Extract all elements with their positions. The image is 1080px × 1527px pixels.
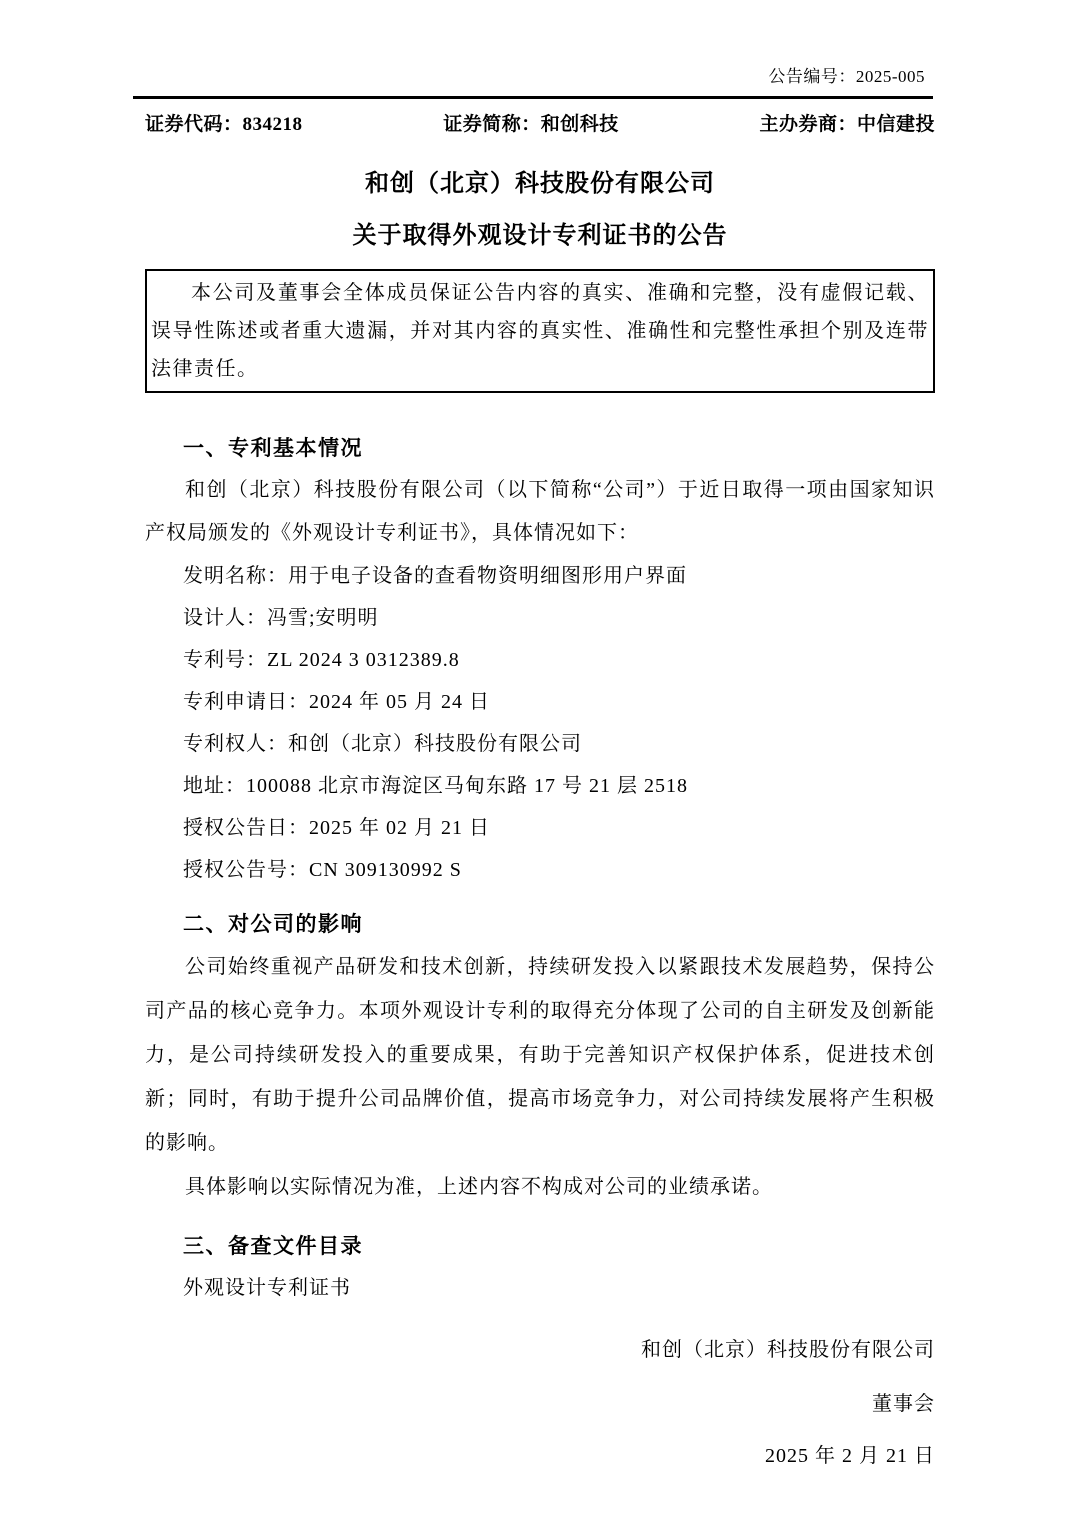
- section-1-heading: 一、专利基本情况: [183, 436, 363, 460]
- patent-detail-label: 地址：: [183, 775, 246, 797]
- document-content: [145, 0, 935, 1471]
- patent-detail-label: 专利号：: [183, 649, 267, 671]
- patent-detail-row: [145, 597, 935, 639]
- securities-header-row: [145, 113, 935, 137]
- impact-paragraph-2: 具体影响以实际情况为准，上述内容不构成对公司的业绩承诺。: [185, 1176, 773, 1198]
- stock-code: 证券代码：834218: [145, 114, 303, 135]
- patent-detail-row: [145, 555, 935, 597]
- section-2-heading: 二、对公司的影响: [183, 912, 363, 936]
- header-divider-rule: [133, 96, 933, 99]
- patent-detail-value: 2024 年 05 月 24 日: [309, 691, 490, 713]
- patent-detail-label: 授权公告号：: [183, 859, 309, 881]
- impact-paragraph-1: 公司始终重视产品研发和技术创新，持续研发投入以紧跟技术发展趋势，保持公司产品的核心竞争力。本项外观设计专利的取得充分体现了公司的自主研发及创新能力，是公司持续研发投入的重要成果，有助于完善知识产权保护体系，促进技术创新；同时，有助于提升公司品牌价值，提高市场竞争力，对公司持续发展将产生积极的影响。: [145, 956, 935, 1154]
- patent-detail-value: ZL 2024 3 0312389.8: [267, 649, 460, 671]
- patent-detail-row: [145, 807, 935, 849]
- announcement-title: 关于取得外观设计专利证书的公告: [352, 223, 728, 249]
- patent-detail-row: [145, 723, 935, 765]
- patent-detail-row: [145, 765, 935, 807]
- patent-detail-label: 发明名称：: [183, 565, 288, 587]
- signature-date: 2025 年 2 月 21 日: [765, 1445, 935, 1467]
- company-title: 和创（北京）科技股份有限公司: [365, 171, 715, 197]
- patent-detail-row: [145, 681, 935, 723]
- patent-detail-value: 用于电子设备的查看物资明细图形用户界面: [288, 565, 687, 587]
- patent-detail-label: 设计人：: [183, 607, 267, 629]
- patent-detail-label: 专利权人：: [183, 733, 288, 755]
- patent-detail-value: CN 309130992 S: [309, 859, 462, 881]
- patent-detail-value: 2025 年 02 月 21 日: [309, 817, 490, 839]
- reference-document-item: 外观设计专利证书: [183, 1277, 351, 1299]
- patent-detail-row: [145, 849, 935, 891]
- sponsor-broker: 主办券商：中信建投: [759, 114, 935, 135]
- disclaimer-box: 本公司及董事会全体成员保证公告内容的真实、准确和完整，没有虚假记载、误导性陈述或者重大遗漏，并对其内容的真实性、准确性和完整性承担个别及连带法律责任。: [145, 269, 935, 393]
- section-1-intro: 和创（北京）科技股份有限公司（以下简称“公司”）于近日取得一项由国家知识产权局颁发的《外观设计专利证书》，具体情况如下：: [145, 479, 935, 544]
- patent-detail-row: [145, 639, 935, 681]
- signature-company: 和创（北京）科技股份有限公司: [641, 1339, 935, 1361]
- patent-detail-label: 专利申请日：: [183, 691, 309, 713]
- patent-detail-value: 冯雪;安明明: [267, 607, 379, 629]
- patent-detail-value: 和创（北京）科技股份有限公司: [288, 733, 582, 755]
- section-3-heading: 三、备查文件目录: [183, 1234, 363, 1258]
- patent-detail-label: 授权公告日：: [183, 817, 309, 839]
- patent-detail-value: 100088 北京市海淀区马甸东路 17 号 21 层 2518: [246, 775, 688, 797]
- announcement-number: 公告编号：2025-005: [768, 67, 925, 86]
- stock-short-name: 证券简称：和创科技: [443, 114, 619, 135]
- signature-board: 董事会: [872, 1393, 935, 1415]
